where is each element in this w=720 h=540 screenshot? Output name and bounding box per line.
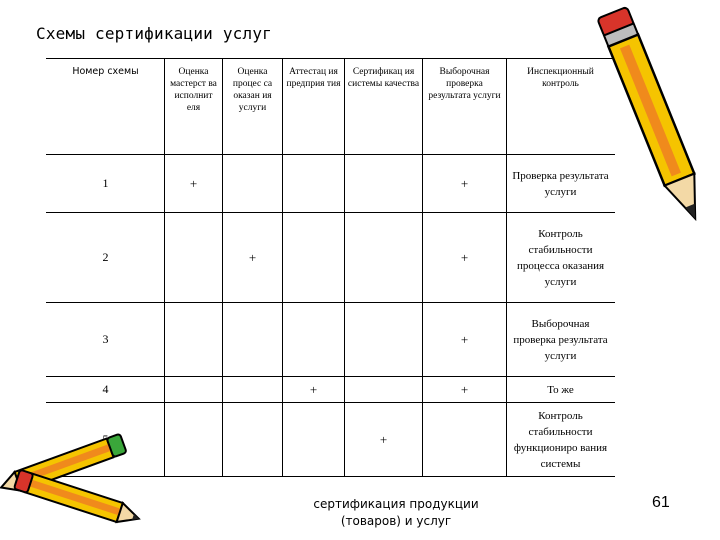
scheme-number: 2 bbox=[47, 213, 165, 303]
header-inspection-control: Инспекционный контроль bbox=[507, 59, 615, 155]
header-quality-system: Сертификац ия системы качества bbox=[345, 59, 423, 155]
cell-process-evaluation bbox=[223, 403, 283, 477]
header-sample-check: Выборочная проверка результата услуги bbox=[423, 59, 507, 155]
cell-sample-check: + bbox=[423, 213, 507, 303]
table-row bbox=[47, 155, 615, 213]
table-row bbox=[47, 213, 615, 303]
pencil-icon bbox=[596, 0, 718, 248]
scheme-number: 4 bbox=[47, 377, 165, 403]
cell-performer-skill bbox=[165, 403, 223, 477]
cell-process-evaluation bbox=[223, 377, 283, 403]
cell-quality-system bbox=[345, 155, 423, 213]
cell-inspection-control: Контроль стабильности процесса оказания услуги bbox=[507, 213, 615, 303]
cell-quality-system bbox=[345, 303, 423, 377]
table-row bbox=[47, 377, 615, 403]
cell-quality-system: + bbox=[345, 403, 423, 477]
header-enterprise-attestation: Аттестац ия предприя тия bbox=[283, 59, 345, 155]
cell-quality-system bbox=[345, 377, 423, 403]
cell-enterprise-attestation bbox=[283, 403, 345, 477]
cell-enterprise-attestation bbox=[283, 213, 345, 303]
cell-inspection-control: Контроль стабильности функциониро вания системы bbox=[507, 403, 615, 477]
cell-sample-check: + bbox=[423, 155, 507, 213]
header-scheme-number: Номер схемы bbox=[47, 59, 165, 155]
cell-performer-skill bbox=[165, 377, 223, 403]
cell-performer-skill bbox=[165, 303, 223, 377]
page-title: Схемы сертификации услуг bbox=[36, 24, 272, 43]
scheme-number: 1 bbox=[47, 155, 165, 213]
table-header-row bbox=[47, 59, 615, 155]
pencils-icon bbox=[0, 428, 150, 538]
cell-process-evaluation bbox=[223, 155, 283, 213]
cell-inspection-control: Выборочная проверка результата услуги bbox=[507, 303, 615, 377]
cell-sample-check bbox=[423, 403, 507, 477]
certification-schemes-table bbox=[46, 58, 615, 477]
cell-inspection-control: То же bbox=[507, 377, 615, 403]
header-performer-skill: Оценка мастерст ва исполнит еля bbox=[165, 59, 223, 155]
cell-sample-check: + bbox=[423, 303, 507, 377]
cell-process-evaluation bbox=[223, 303, 283, 377]
cell-quality-system bbox=[345, 213, 423, 303]
cell-performer-skill bbox=[165, 213, 223, 303]
cell-inspection-control: Проверка результата услуги bbox=[507, 155, 615, 213]
cell-enterprise-attestation bbox=[283, 155, 345, 213]
cell-process-evaluation: + bbox=[223, 213, 283, 303]
cell-performer-skill: + bbox=[165, 155, 223, 213]
footer-caption: сертификация продукции (товаров) и услуг bbox=[313, 497, 479, 528]
cell-sample-check: + bbox=[423, 377, 507, 403]
scheme-number: 3 bbox=[47, 303, 165, 377]
cell-enterprise-attestation: + bbox=[283, 377, 345, 403]
header-process-evaluation: Оценка процес са оказан ия услуги bbox=[223, 59, 283, 155]
table-row bbox=[47, 303, 615, 377]
cell-enterprise-attestation bbox=[283, 303, 345, 377]
page-number: 61 bbox=[652, 494, 670, 511]
